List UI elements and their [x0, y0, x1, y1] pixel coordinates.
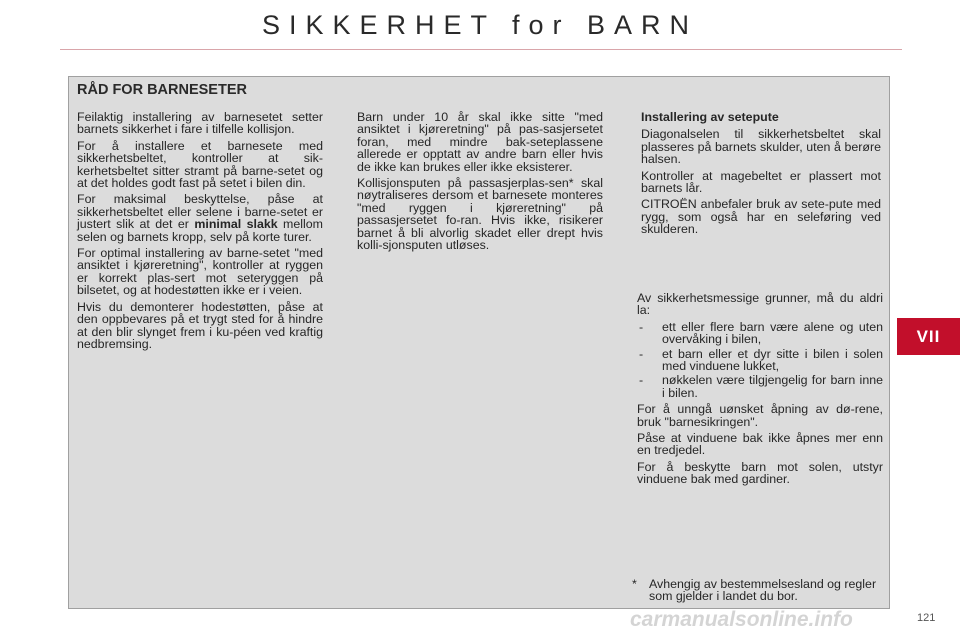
paragraph: CITROËN anbefaler bruk av sete-pute med rygg, som også har en seleføring ved skulderen.: [641, 197, 881, 237]
page-number: 121: [917, 612, 936, 624]
paragraph: For å beskytte barn mot solen, utstyr vinduene bak med gardiner.: [637, 459, 883, 487]
footnote-marker: *: [632, 577, 637, 591]
bullet-marker: -: [639, 373, 644, 388]
paragraph: For å unngå uønsket åpning av dø-rene, bruk "barnesikringen".: [637, 402, 883, 429]
paragraph: Feilaktig installering av barnesetet setter barnets sikkerhet i fare i tilfelle kollisjon.: [77, 110, 323, 137]
paragraph: Barn under 10 år skal ikke sitte "med ansiktet i kjøreretning" på pas-sasjersetet foran, med mindre bak-seteplassene allerede er opptatt av andre barn eller hvis de ikke kan brukes eller ikke eksisterer.: [357, 110, 603, 174]
paragraph: [77, 193, 323, 243]
emphasis-text: minimal slakk: [194, 217, 278, 232]
column-left: [77, 111, 323, 354]
paragraph: Av sikkerhetsmessige grunner, må du aldri la:: [637, 291, 883, 318]
paragraph: Påse at vinduene bak ikke åpnes mer enn en tredjedel.: [637, 431, 883, 458]
title-divider: [60, 49, 902, 50]
paragraph: Hvis du demonterer hodestøtten, påse at den oppbevares på et trygt sted for å hindre at den blir slynget frem i ku-péen ved kraftig nedbremsing.: [77, 299, 323, 351]
watermark: carmanualsonline.info: [630, 608, 853, 631]
page-title: SIKKERHET for BARN: [261, 10, 699, 40]
footnote: [632, 578, 887, 603]
paragraph: Diagonalselen til sikkerhetsbeltet skal plasseres på barnets skulder, uten å berøre halsen.: [641, 127, 881, 167]
bullet-marker: -: [639, 346, 644, 361]
paragraph: Kollisjonsputen på passasjerplas-sen* skal nøytraliseres dersom et barnesete monteres "med ryggen i kjøreretning" på passasjersetet fo-ran. Hvis ikke, risikerer barnet å bli alvorlig skadet eller drept hvis kolli-sjonsputen utløses.: [357, 176, 603, 253]
paragraph: For å installere et barnesete med sikkerhetsbeltet, kontroller at sik-kerhetsbeltet sitter stramt på barne-setet og at det holdes godt fast på setet i bilen din.: [77, 138, 323, 191]
warning-list: [637, 321, 883, 399]
list-item-text: ett eller flere barn være alene og uten overvåking i bilen,: [662, 319, 883, 347]
chapter-tab[interactable]: [897, 318, 960, 355]
bullet-marker: -: [639, 319, 644, 334]
chapter-label: VII: [916, 326, 941, 346]
paragraph: For optimal installering av barne-setet "med ansiktet i kjøreretning", kontroller at ryggen er korrekt plas-sert mot seteryggen på bilsetet, og at hodestøtten ikke er i veien.: [77, 246, 323, 298]
list-item: [637, 348, 883, 373]
subheading: Installering av setepute: [641, 110, 779, 124]
paragraph-text: mellom selen og barnets kropp, selv på korte turer.: [77, 217, 323, 244]
list-item-text: nøkkelen være tilgjengelig for barn inne i bilen.: [662, 373, 883, 400]
list-item: [637, 321, 883, 346]
list-item: [637, 374, 883, 399]
paragraph: Kontroller at magebeltet er plassert mot barnets lår.: [641, 168, 881, 196]
column-middle: [357, 111, 603, 255]
column-right-bottom: [637, 292, 883, 490]
list-item-text: et barn eller et dyr sitte i bilen i solen med vinduene lukket,: [662, 346, 883, 374]
footnote-text: Avhengig av bestemmelsesland og regler som gjelder i landet du bor.: [649, 577, 877, 604]
column-right-top: [641, 111, 881, 240]
section-title: RÅD FOR BARNESETER: [77, 82, 247, 98]
paragraph-text: For maksimal beskyttelse, påse at sikkerhetsbeltet eller selene i barne-setet er justert slik at det er: [77, 192, 323, 232]
